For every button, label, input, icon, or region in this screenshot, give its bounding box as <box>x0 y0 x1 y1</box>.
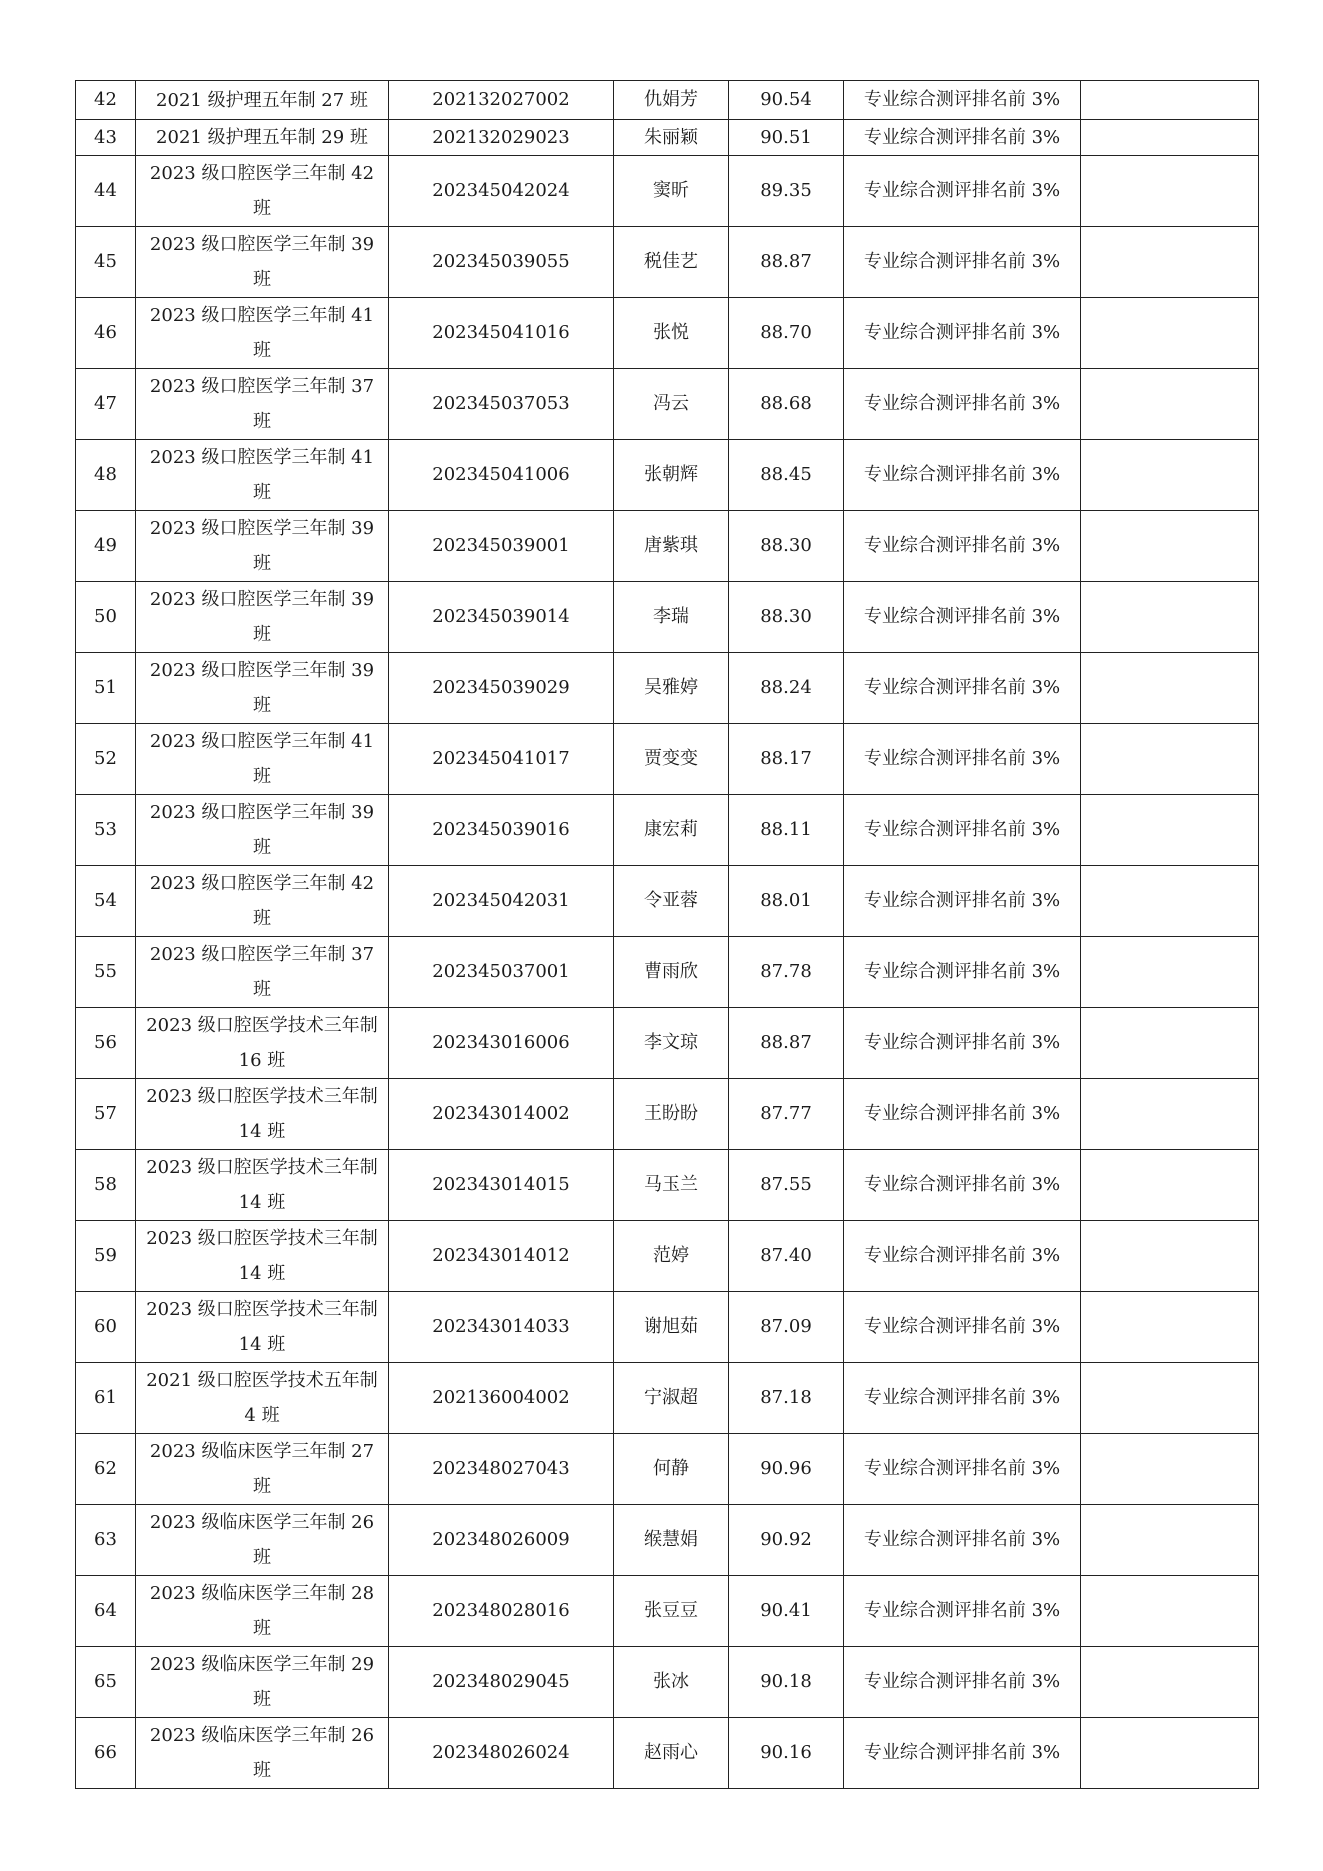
row-number-cell: 42 <box>76 81 136 120</box>
class-name-cell: 2021 级护理五年制 27 班 <box>136 81 389 120</box>
score-cell: 88.17 <box>729 724 844 795</box>
score-cell: 88.30 <box>729 511 844 582</box>
score-cell: 90.41 <box>729 1576 844 1647</box>
remarks-cell <box>1081 1221 1259 1292</box>
criteria-cell: 专业综合测评排名前 3% <box>844 1292 1081 1363</box>
row-number-cell: 52 <box>76 724 136 795</box>
criteria-cell: 专业综合测评排名前 3% <box>844 1576 1081 1647</box>
student-id-cell: 202345041006 <box>389 440 614 511</box>
table-row <box>76 298 1259 369</box>
remarks-cell <box>1081 1008 1259 1079</box>
table-row <box>76 1434 1259 1505</box>
class-name-cell: 2023 级口腔医学技术三年制 14 班 <box>136 1221 389 1292</box>
student-name-cell: 唐紫琪 <box>614 511 729 582</box>
class-name-cell: 2023 级口腔医学三年制 39 班 <box>136 795 389 866</box>
student-id-cell: 202343014002 <box>389 1079 614 1150</box>
student-id-cell: 202348026009 <box>389 1505 614 1576</box>
class-name-cell: 2021 级口腔医学技术五年制 4 班 <box>136 1363 389 1434</box>
student-name-cell: 马玉兰 <box>614 1150 729 1221</box>
row-number-cell: 46 <box>76 298 136 369</box>
student-id-cell: 202348028016 <box>389 1576 614 1647</box>
score-cell: 88.30 <box>729 582 844 653</box>
class-name-cell: 2023 级口腔医学技术三年制 14 班 <box>136 1292 389 1363</box>
row-number-cell: 50 <box>76 582 136 653</box>
student-name-cell: 赵雨心 <box>614 1718 729 1789</box>
row-number-cell: 56 <box>76 1008 136 1079</box>
remarks-cell <box>1081 1292 1259 1363</box>
student-id-cell: 202136004002 <box>389 1363 614 1434</box>
score-cell: 88.70 <box>729 298 844 369</box>
student-id-cell: 202343016006 <box>389 1008 614 1079</box>
table-row <box>76 156 1259 227</box>
class-name-cell: 2023 级口腔医学技术三年制 14 班 <box>136 1079 389 1150</box>
student-name-cell: 王盼盼 <box>614 1079 729 1150</box>
student-name-cell: 贾变变 <box>614 724 729 795</box>
criteria-cell: 专业综合测评排名前 3% <box>844 795 1081 866</box>
student-name-cell: 康宏莉 <box>614 795 729 866</box>
row-number-cell: 66 <box>76 1718 136 1789</box>
student-id-cell: 202132027002 <box>389 81 614 120</box>
student-name-cell: 张朝辉 <box>614 440 729 511</box>
score-cell: 87.09 <box>729 1292 844 1363</box>
remarks-cell <box>1081 1647 1259 1718</box>
student-name-cell: 宁淑超 <box>614 1363 729 1434</box>
remarks-cell <box>1081 582 1259 653</box>
remarks-cell <box>1081 1576 1259 1647</box>
table-row <box>76 1221 1259 1292</box>
table-row <box>76 866 1259 937</box>
table-row <box>76 1576 1259 1647</box>
student-id-cell: 202132029023 <box>389 120 614 156</box>
row-number-cell: 45 <box>76 227 136 298</box>
class-name-cell: 2023 级口腔医学技术三年制 14 班 <box>136 1150 389 1221</box>
table-row <box>76 1718 1259 1789</box>
row-number-cell: 53 <box>76 795 136 866</box>
remarks-cell <box>1081 1505 1259 1576</box>
student-id-cell: 202345041016 <box>389 298 614 369</box>
row-number-cell: 58 <box>76 1150 136 1221</box>
row-number-cell: 61 <box>76 1363 136 1434</box>
criteria-cell: 专业综合测评排名前 3% <box>844 1505 1081 1576</box>
class-name-cell: 2023 级口腔医学三年制 37 班 <box>136 937 389 1008</box>
remarks-cell <box>1081 227 1259 298</box>
criteria-cell: 专业综合测评排名前 3% <box>844 1079 1081 1150</box>
criteria-cell: 专业综合测评排名前 3% <box>844 369 1081 440</box>
row-number-cell: 51 <box>76 653 136 724</box>
student-id-cell: 202343014015 <box>389 1150 614 1221</box>
table-row <box>76 511 1259 582</box>
class-name-cell: 2023 级临床医学三年制 27 班 <box>136 1434 389 1505</box>
criteria-cell: 专业综合测评排名前 3% <box>844 227 1081 298</box>
row-number-cell: 44 <box>76 156 136 227</box>
row-number-cell: 60 <box>76 1292 136 1363</box>
student-name-cell: 曹雨欣 <box>614 937 729 1008</box>
student-name-cell: 李文琼 <box>614 1008 729 1079</box>
class-name-cell: 2023 级口腔医学三年制 41 班 <box>136 298 389 369</box>
score-cell: 88.68 <box>729 369 844 440</box>
class-name-cell: 2023 级口腔医学三年制 42 班 <box>136 156 389 227</box>
class-name-cell: 2023 级口腔医学技术三年制 16 班 <box>136 1008 389 1079</box>
criteria-cell: 专业综合测评排名前 3% <box>844 653 1081 724</box>
student-name-cell: 李瑞 <box>614 582 729 653</box>
table-row <box>76 1292 1259 1363</box>
remarks-cell <box>1081 511 1259 582</box>
remarks-cell <box>1081 937 1259 1008</box>
score-cell: 87.78 <box>729 937 844 1008</box>
student-id-cell: 202345039014 <box>389 582 614 653</box>
remarks-cell <box>1081 1363 1259 1434</box>
score-cell: 90.96 <box>729 1434 844 1505</box>
table-row <box>76 369 1259 440</box>
student-id-cell: 202348027043 <box>389 1434 614 1505</box>
student-id-cell: 202345039001 <box>389 511 614 582</box>
remarks-cell <box>1081 866 1259 937</box>
row-number-cell: 63 <box>76 1505 136 1576</box>
score-cell: 89.35 <box>729 156 844 227</box>
criteria-cell: 专业综合测评排名前 3% <box>844 120 1081 156</box>
criteria-cell: 专业综合测评排名前 3% <box>844 937 1081 1008</box>
criteria-cell: 专业综合测评排名前 3% <box>844 81 1081 120</box>
criteria-cell: 专业综合测评排名前 3% <box>844 1647 1081 1718</box>
student-id-cell: 202345039055 <box>389 227 614 298</box>
table-row <box>76 1150 1259 1221</box>
row-number-cell: 59 <box>76 1221 136 1292</box>
class-name-cell: 2023 级口腔医学三年制 39 班 <box>136 227 389 298</box>
table-row <box>76 1363 1259 1434</box>
award-list-table <box>75 80 1259 1789</box>
remarks-cell <box>1081 1434 1259 1505</box>
class-name-cell: 2023 级口腔医学三年制 39 班 <box>136 511 389 582</box>
score-cell: 87.40 <box>729 1221 844 1292</box>
criteria-cell: 专业综合测评排名前 3% <box>844 1150 1081 1221</box>
row-number-cell: 43 <box>76 120 136 156</box>
table-row <box>76 937 1259 1008</box>
row-number-cell: 49 <box>76 511 136 582</box>
row-number-cell: 55 <box>76 937 136 1008</box>
student-name-cell: 何静 <box>614 1434 729 1505</box>
table-row <box>76 440 1259 511</box>
score-cell: 90.92 <box>729 1505 844 1576</box>
class-name-cell: 2021 级护理五年制 29 班 <box>136 120 389 156</box>
remarks-cell <box>1081 156 1259 227</box>
criteria-cell: 专业综合测评排名前 3% <box>844 1718 1081 1789</box>
class-name-cell: 2023 级口腔医学三年制 41 班 <box>136 440 389 511</box>
criteria-cell: 专业综合测评排名前 3% <box>844 724 1081 795</box>
student-name-cell: 张悦 <box>614 298 729 369</box>
class-name-cell: 2023 级口腔医学三年制 42 班 <box>136 866 389 937</box>
student-name-cell: 冯云 <box>614 369 729 440</box>
class-name-cell: 2023 级口腔医学三年制 37 班 <box>136 369 389 440</box>
remarks-cell <box>1081 653 1259 724</box>
remarks-cell <box>1081 120 1259 156</box>
student-name-cell: 张豆豆 <box>614 1576 729 1647</box>
student-name-cell: 窦昕 <box>614 156 729 227</box>
student-id-cell: 202345041017 <box>389 724 614 795</box>
row-number-cell: 48 <box>76 440 136 511</box>
class-name-cell: 2023 级临床医学三年制 28 班 <box>136 1576 389 1647</box>
row-number-cell: 47 <box>76 369 136 440</box>
student-name-cell: 仇娟芳 <box>614 81 729 120</box>
table-row <box>76 81 1259 120</box>
score-cell: 88.24 <box>729 653 844 724</box>
criteria-cell: 专业综合测评排名前 3% <box>844 1008 1081 1079</box>
score-cell: 88.87 <box>729 1008 844 1079</box>
student-id-cell: 202348026024 <box>389 1718 614 1789</box>
row-number-cell: 64 <box>76 1576 136 1647</box>
student-name-cell: 谢旭茹 <box>614 1292 729 1363</box>
student-name-cell: 令亚蓉 <box>614 866 729 937</box>
score-cell: 87.77 <box>729 1079 844 1150</box>
student-id-cell: 202345042031 <box>389 866 614 937</box>
score-cell: 87.18 <box>729 1363 844 1434</box>
table-row <box>76 1079 1259 1150</box>
student-id-cell: 202343014012 <box>389 1221 614 1292</box>
remarks-cell <box>1081 440 1259 511</box>
class-name-cell: 2023 级口腔医学三年制 41 班 <box>136 724 389 795</box>
remarks-cell <box>1081 1150 1259 1221</box>
criteria-cell: 专业综合测评排名前 3% <box>844 511 1081 582</box>
table-row <box>76 795 1259 866</box>
criteria-cell: 专业综合测评排名前 3% <box>844 1363 1081 1434</box>
criteria-cell: 专业综合测评排名前 3% <box>844 440 1081 511</box>
criteria-cell: 专业综合测评排名前 3% <box>844 298 1081 369</box>
row-number-cell: 62 <box>76 1434 136 1505</box>
score-cell: 90.16 <box>729 1718 844 1789</box>
remarks-cell <box>1081 1718 1259 1789</box>
student-name-cell: 吴雅婷 <box>614 653 729 724</box>
student-id-cell: 202345039029 <box>389 653 614 724</box>
score-cell: 88.87 <box>729 227 844 298</box>
remarks-cell <box>1081 298 1259 369</box>
student-name-cell: 朱丽颖 <box>614 120 729 156</box>
criteria-cell: 专业综合测评排名前 3% <box>844 582 1081 653</box>
student-name-cell: 缑慧娟 <box>614 1505 729 1576</box>
table-row <box>76 724 1259 795</box>
student-id-cell: 202345039016 <box>389 795 614 866</box>
score-cell: 90.51 <box>729 120 844 156</box>
table-row <box>76 120 1259 156</box>
student-id-cell: 202345037001 <box>389 937 614 1008</box>
student-name-cell: 范婷 <box>614 1221 729 1292</box>
student-id-cell: 202345042024 <box>389 156 614 227</box>
table-row <box>76 582 1259 653</box>
student-name-cell: 张冰 <box>614 1647 729 1718</box>
remarks-cell <box>1081 724 1259 795</box>
table-row <box>76 1008 1259 1079</box>
criteria-cell: 专业综合测评排名前 3% <box>844 866 1081 937</box>
remarks-cell <box>1081 369 1259 440</box>
class-name-cell: 2023 级临床医学三年制 26 班 <box>136 1718 389 1789</box>
table-body <box>76 81 1259 1789</box>
row-number-cell: 54 <box>76 866 136 937</box>
table-row <box>76 653 1259 724</box>
student-id-cell: 202345037053 <box>389 369 614 440</box>
class-name-cell: 2023 级临床医学三年制 26 班 <box>136 1505 389 1576</box>
student-id-cell: 202348029045 <box>389 1647 614 1718</box>
class-name-cell: 2023 级口腔医学三年制 39 班 <box>136 582 389 653</box>
criteria-cell: 专业综合测评排名前 3% <box>844 1434 1081 1505</box>
remarks-cell <box>1081 1079 1259 1150</box>
row-number-cell: 57 <box>76 1079 136 1150</box>
row-number-cell: 65 <box>76 1647 136 1718</box>
score-cell: 88.01 <box>729 866 844 937</box>
score-cell: 90.18 <box>729 1647 844 1718</box>
table-row <box>76 1505 1259 1576</box>
table-row <box>76 1647 1259 1718</box>
remarks-cell <box>1081 81 1259 120</box>
criteria-cell: 专业综合测评排名前 3% <box>844 1221 1081 1292</box>
student-id-cell: 202343014033 <box>389 1292 614 1363</box>
criteria-cell: 专业综合测评排名前 3% <box>844 156 1081 227</box>
student-name-cell: 税佳艺 <box>614 227 729 298</box>
score-cell: 90.54 <box>729 81 844 120</box>
score-cell: 88.11 <box>729 795 844 866</box>
class-name-cell: 2023 级临床医学三年制 29 班 <box>136 1647 389 1718</box>
score-cell: 87.55 <box>729 1150 844 1221</box>
remarks-cell <box>1081 795 1259 866</box>
class-name-cell: 2023 级口腔医学三年制 39 班 <box>136 653 389 724</box>
score-cell: 88.45 <box>729 440 844 511</box>
table-row <box>76 227 1259 298</box>
